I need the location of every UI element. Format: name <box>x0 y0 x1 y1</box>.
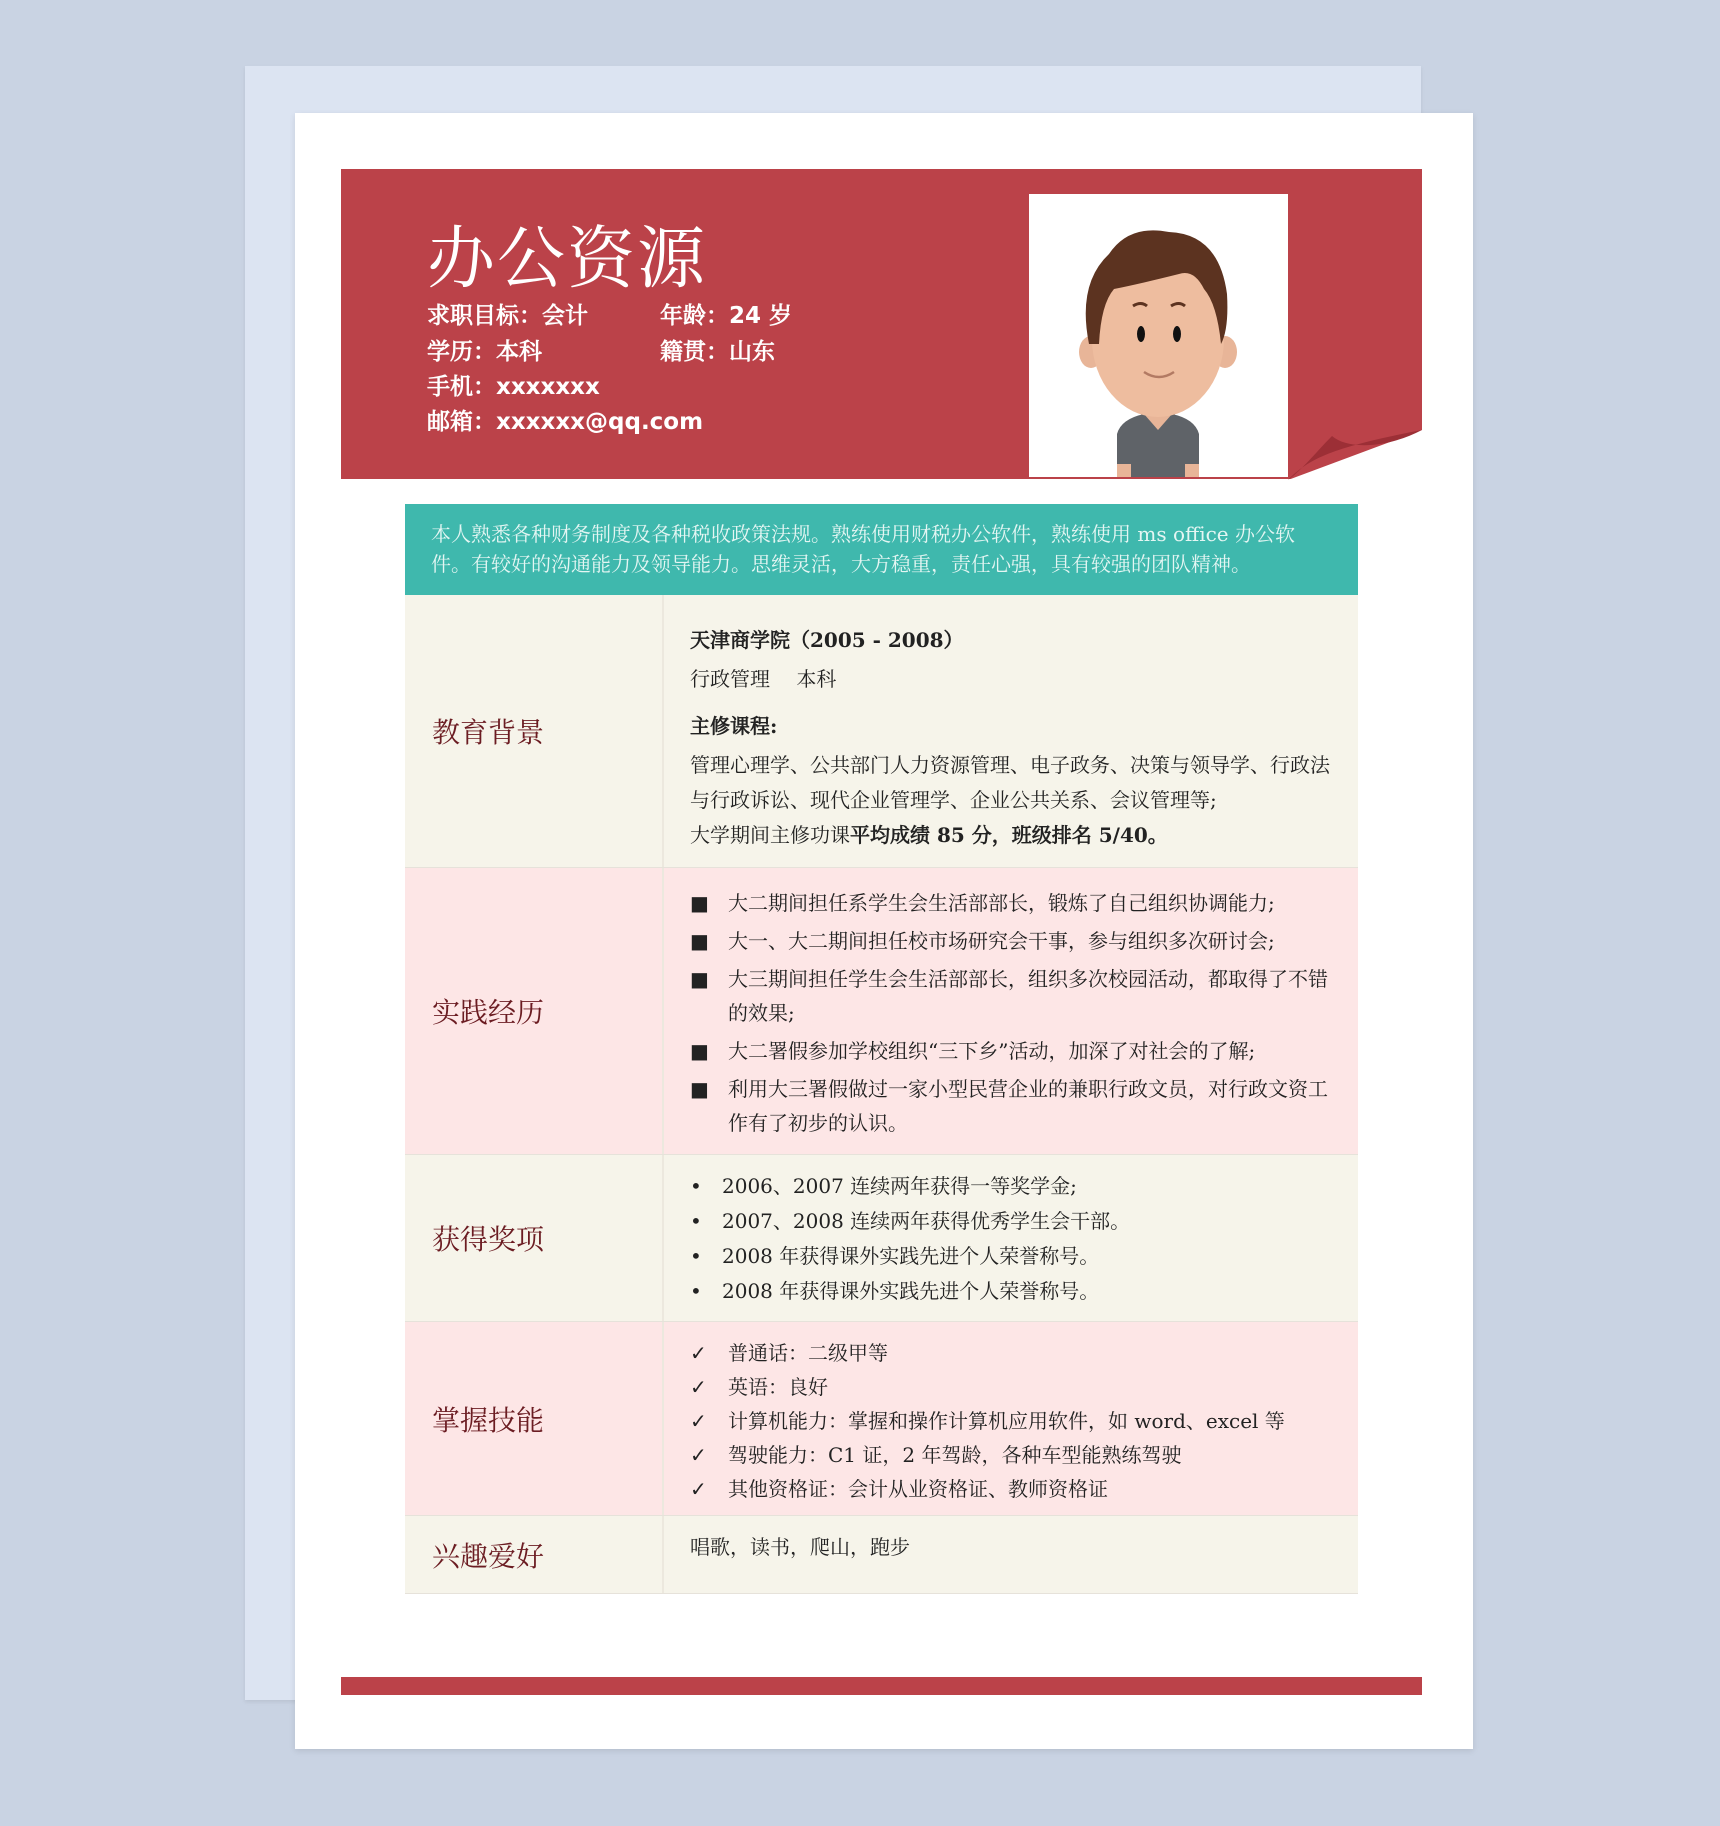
square-bullet-icon: ■ <box>690 967 709 991</box>
self-summary: 本人熟悉各种财务制度及各种税收政策法规。熟练使用财税办公软件，熟练使用 ms office 办公软件。有较好的沟通能力及领导能力。思维灵活，大方稳重，责任心强，具有较强的团队精神。 <box>405 504 1358 595</box>
list-item: ✓ 计算机能力：掌握和操作计算机应用软件，如 word、excel 等 <box>690 1404 1338 1438</box>
school: 天津商学院（2005 - 2008） <box>690 628 964 652</box>
checkmark-icon: ✓ <box>690 1341 707 1365</box>
list-item: ✓ 其他资格证：会计从业资格证、教师资格证 <box>690 1472 1338 1506</box>
list-item: • 2007、2008 连续两年获得优秀学生会干部。 <box>690 1204 1338 1239</box>
list-item: ■ 大二署假参加学校组织“三下乡”活动，加深了对社会的了解; <box>690 1034 1338 1068</box>
courses-title: 主修课程: <box>690 714 778 738</box>
dot-bullet-icon: • <box>690 1209 702 1233</box>
age: 年龄：24 岁 <box>660 303 793 329</box>
candidate-name: 办公资源 <box>427 220 708 299</box>
list-item: ■ 利用大三署假做过一家小型民营企业的兼职行政文员，对行政文资工作有了初步的认识。 <box>690 1072 1338 1140</box>
list-item: ■ 大二期间担任系学生会生活部部长，锻炼了自己组织协调能力; <box>690 886 1338 920</box>
major: 行政管理 本科 <box>690 667 837 691</box>
list-item: • 2006、2007 连续两年获得一等奖学金; <box>690 1169 1338 1204</box>
avatar-illustration <box>1029 194 1288 477</box>
list-item: ■ 大一、大二期间担任校市场研究会干事，参与组织多次研讨会; <box>690 924 1338 958</box>
section-awards <box>405 1155 1358 1322</box>
hobbies-text: 唱歌，读书，爬山，跑步 <box>690 1535 910 1559</box>
section-practice <box>405 868 1358 1155</box>
square-bullet-icon: ■ <box>690 891 709 915</box>
checkmark-icon: ✓ <box>690 1443 707 1467</box>
list-item: ✓ 英语：良好 <box>690 1370 1338 1404</box>
section-education <box>405 595 1358 868</box>
list-item: ✓ 驾驶能力：C1 证，2 年驾龄，各种车型能熟练驾驶 <box>690 1438 1338 1472</box>
footer-bar <box>341 1677 1422 1695</box>
courses: 管理心理学、公共部门人力资源管理、电子政务、决策与领导学、行政法与行政诉讼、现代企业管理学、企业公共关系、会议管理等; <box>690 753 1330 812</box>
score-prefix: 大学期间主修功课 <box>690 823 850 847</box>
checkmark-icon: ✓ <box>690 1375 707 1399</box>
list-item: ■ 大三期间担任学生会生活部部长，组织多次校园活动，都取得了不错的效果; <box>690 962 1338 1030</box>
section-label: 掌握技能 <box>405 1322 664 1515</box>
section-skills <box>405 1322 1358 1516</box>
checkmark-icon: ✓ <box>690 1477 707 1501</box>
score: 平均成绩 85 分，班级排名 5/40。 <box>850 823 1168 847</box>
dot-bullet-icon: • <box>690 1279 702 1303</box>
dot-bullet-icon: • <box>690 1174 702 1198</box>
section-label: 实践经历 <box>405 868 664 1154</box>
square-bullet-icon: ■ <box>690 1039 709 1063</box>
job-target: 求职目标：会计 <box>427 303 588 329</box>
square-bullet-icon: ■ <box>690 1077 709 1101</box>
list-item: • 2008 年获得课外实践先进个人荣誉称号。 <box>690 1239 1338 1274</box>
avatar-photo <box>1029 194 1288 477</box>
education-level: 学历：本科 <box>427 339 542 365</box>
list-item: • 2008 年获得课外实践先进个人荣誉称号。 <box>690 1274 1338 1309</box>
section-hobbies <box>405 1516 1358 1594</box>
section-label: 获得奖项 <box>405 1155 664 1321</box>
section-label: 兴趣爱好 <box>405 1516 664 1593</box>
list-item: ✓ 普通话：二级甲等 <box>690 1336 1338 1370</box>
square-bullet-icon: ■ <box>690 929 709 953</box>
page-curl-decoration <box>1288 430 1422 480</box>
hometown: 籍贯：山东 <box>660 339 775 365</box>
section-label: 教育背景 <box>405 595 664 867</box>
email: 邮箱：xxxxxx@qq.com <box>427 409 704 435</box>
checkmark-icon: ✓ <box>690 1409 707 1433</box>
dot-bullet-icon: • <box>690 1244 702 1268</box>
phone: 手机：xxxxxxx <box>427 374 600 400</box>
